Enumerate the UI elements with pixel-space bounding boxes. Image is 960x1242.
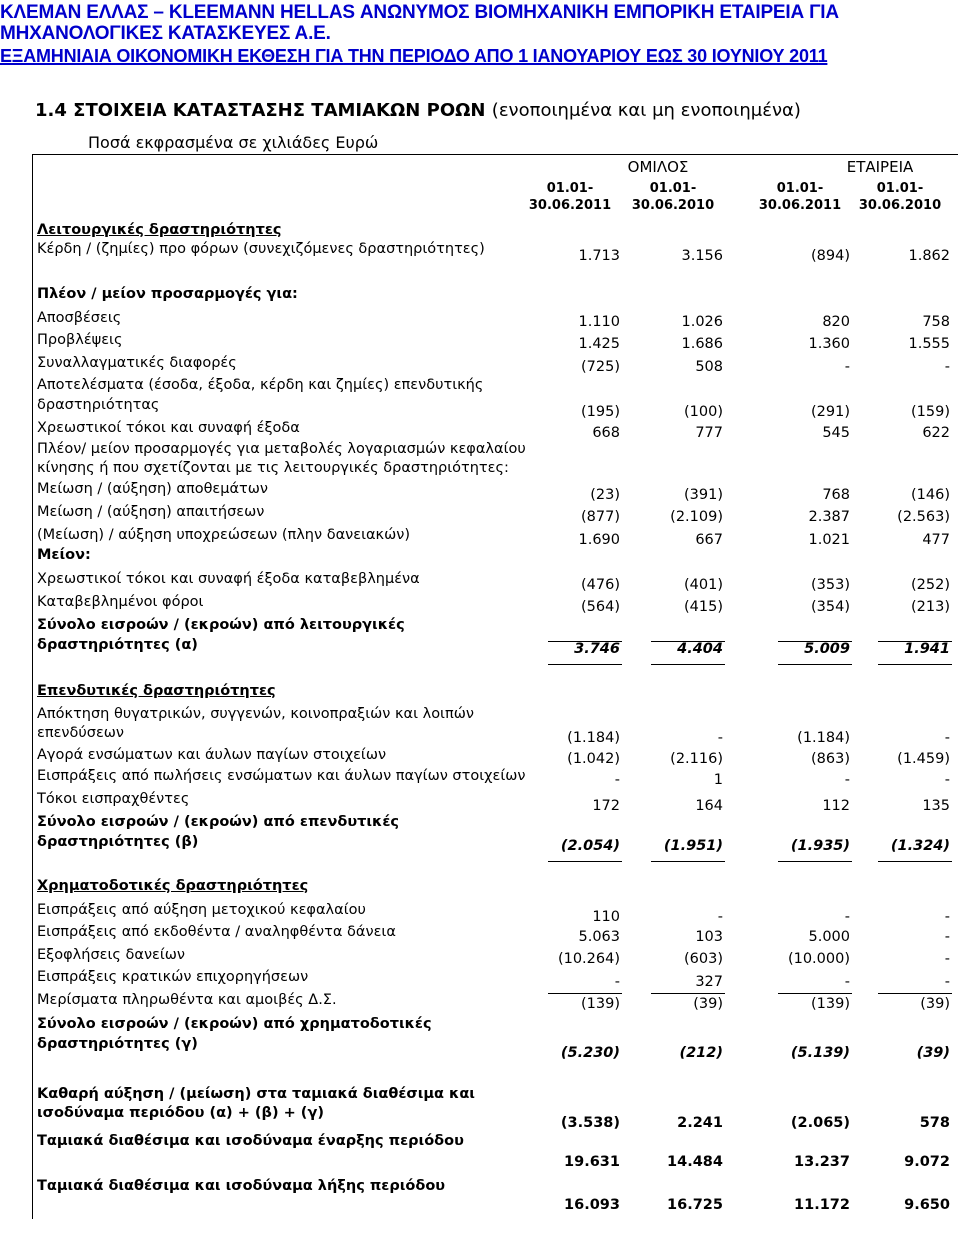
row-value-col4: (2.563) <box>897 509 950 525</box>
period-header-start: 01.01- <box>546 181 594 196</box>
row-value-col4: 622 <box>922 425 950 441</box>
row-label: Μείωση / (αύξηση) αποθεμάτων <box>37 481 269 497</box>
row-value-col1: (139) <box>581 996 620 1012</box>
row-value-col2: (212) <box>679 1045 723 1061</box>
row-value-col2: (2.109) <box>670 509 723 525</box>
row-value-col4: (146) <box>911 487 950 503</box>
row-label: Λειτουργικές δραστηριότητες <box>37 222 282 238</box>
row-value-col2: (391) <box>684 487 723 503</box>
row-value-col4: - <box>944 974 950 990</box>
row-value-col3: 545 <box>822 425 850 441</box>
row-value-col1: (1.184) <box>567 730 620 746</box>
row-value-col1: (23) <box>590 487 620 503</box>
row-value-col2: 1 <box>713 772 723 788</box>
row-value-col1: - <box>614 772 620 788</box>
period-header-4 <box>850 180 950 214</box>
row-value-col3: 1.360 <box>808 336 850 352</box>
row-value-col1: (3.538) <box>560 1115 620 1131</box>
row-value-col4: 9.072 <box>904 1154 950 1170</box>
row-value-col1: (564) <box>581 599 620 615</box>
row-value-col2: 777 <box>695 425 723 441</box>
row-value-col2: - <box>717 909 723 925</box>
row-value-col2: 1.686 <box>681 336 723 352</box>
row-value-col3: (1.184) <box>797 730 850 746</box>
row-label: Ταμιακά διαθέσιμα και ισοδύναμα λήξης περιόδου <box>37 1178 446 1194</box>
row-value-col4: 758 <box>922 314 950 330</box>
total-rule <box>878 861 952 862</box>
row-value-col2: 14.484 <box>667 1154 723 1170</box>
row-value-col2: 103 <box>695 929 723 945</box>
row-value-col3: - <box>844 772 850 788</box>
company-name-line1: ΚΛΕΜΑΝ ΕΛΛΑΣ – KLEEMANN HELLAS ΑΝΩΝΥΜΟΣ ΒΙΟΜΗΧΑΝΙΚΗ ΕΜΠΟΡΙΚΗ ΕΤΑΙΡΕΙΑ ΓΙΑ <box>0 2 839 23</box>
row-label: Αγορά ενσώματων και άυλων παγίων στοιχείων <box>37 747 387 763</box>
row-value-col1: 110 <box>592 909 620 925</box>
row-value-col4: 1.941 <box>904 641 950 657</box>
period-header-2 <box>623 180 723 214</box>
row-value-col2: 2.241 <box>677 1115 723 1131</box>
row-label: επενδύσεων <box>37 725 125 741</box>
row-value-col1: (2.054) <box>560 838 620 854</box>
section-title-sub: (ενοποιημένα και μη ενοποιημένα) <box>491 100 801 121</box>
row-value-col2: 1.026 <box>681 314 723 330</box>
row-value-col3: - <box>844 974 850 990</box>
row-value-col1: 172 <box>592 798 620 814</box>
row-value-col2: 327 <box>695 974 723 990</box>
row-value-col1: (725) <box>581 359 620 375</box>
report-title: ΕΞΑΜΗΝΙΑΙΑ ΟΙΚΟΝΟΜΙΚΗ ΕΚΘΕΣΗ ΓΙΑ ΤΗΝ ΠΕΡΙΟΔΟ ΑΠΟ 1 ΙΑΝΟΥΑΡΙΟΥ ΕΩΣ 30 ΙΟΥΝΙΟΥ 2011 <box>0 46 828 66</box>
row-label: Εισπράξεις από πωλήσεις ενσώματων και άυλων παγίων στοιχείων <box>37 768 526 784</box>
row-value-col4: (1.459) <box>897 751 950 767</box>
row-value-col3: (2.065) <box>790 1115 850 1131</box>
row-label: Κέρδη / (ζημίες) προ φόρων (συνεχιζόμενες δραστηριότητες) <box>37 241 485 257</box>
row-label: ισοδύναμα περιόδου (α) + (β) + (γ) <box>37 1105 324 1121</box>
subtotal-rule <box>878 993 952 994</box>
row-value-col4: (39) <box>920 996 950 1012</box>
row-value-col4: (213) <box>911 599 950 615</box>
row-value-col1: (195) <box>581 404 620 420</box>
period-header-end: 30.06.2010 <box>631 198 715 213</box>
period-header-start: 01.01- <box>649 181 697 196</box>
row-value-col4: (159) <box>911 404 950 420</box>
row-value-col3: (894) <box>811 248 850 264</box>
row-label: Επενδυτικές δραστηριότητες <box>37 683 276 699</box>
row-value-col1: 1.713 <box>578 248 620 264</box>
row-value-col1: 1.425 <box>578 336 620 352</box>
row-value-col3: - <box>844 359 850 375</box>
row-value-col1: 16.093 <box>564 1197 620 1213</box>
row-value-col2: (39) <box>693 996 723 1012</box>
row-value-col1: 668 <box>592 425 620 441</box>
row-value-col4: (252) <box>911 577 950 593</box>
row-value-col2: 4.404 <box>677 641 723 657</box>
row-value-col2: (415) <box>684 599 723 615</box>
row-label: κίνησης ή που σχετίζονται με τις λειτουργικές δραστηριότητες: <box>37 460 509 476</box>
row-label: δραστηριότητες (α) <box>37 637 198 653</box>
row-value-col1: - <box>614 974 620 990</box>
row-label: Σύνολο εισροών / (εκροών) από λειτουργικές <box>37 617 405 633</box>
row-value-col3: (1.935) <box>790 838 850 854</box>
row-label: Σύνολο εισροών / (εκροών) από επενδυτικές <box>37 814 399 830</box>
total-rule <box>548 861 622 862</box>
row-label: Προβλέψεις <box>37 332 123 348</box>
row-value-col4: - <box>944 730 950 746</box>
row-label: Τόκοι εισπραχθέντες <box>37 791 190 807</box>
period-header-start: 01.01- <box>776 181 824 196</box>
total-rule <box>778 664 852 665</box>
period-header-end: 30.06.2011 <box>758 198 842 213</box>
row-value-col3: (139) <box>811 996 850 1012</box>
row-label: Αποτελέσματα (έσοδα, έξοδα, κέρδη και ζημίες) επενδυτικής <box>37 377 484 393</box>
row-value-col2: (603) <box>684 951 723 967</box>
row-label: Πλέον / μείον προσαρμογές για: <box>37 286 298 302</box>
row-value-col3: (291) <box>811 404 850 420</box>
row-value-col4: 1.555 <box>908 336 950 352</box>
row-value-col3: 13.237 <box>794 1154 850 1170</box>
row-label: Εξοφλήσεις δανείων <box>37 947 186 963</box>
subtotal-rule <box>651 993 725 994</box>
row-value-col3: (863) <box>811 751 850 767</box>
total-rule <box>651 664 725 665</box>
row-label: (Μείωση) / αύξηση υποχρεώσεων (πλην δανειακών) <box>37 527 410 543</box>
row-label: Πλέον/ μείον προσαρμογές για μεταβολές λογαριασμών κεφαλαίου <box>37 441 526 457</box>
row-value-col1: (10.264) <box>557 951 620 967</box>
row-label: δραστηριότητες (γ) <box>37 1036 198 1052</box>
row-value-col1: (5.230) <box>560 1045 620 1061</box>
row-value-col4: 9.650 <box>904 1197 950 1213</box>
row-value-col2: 16.725 <box>667 1197 723 1213</box>
row-label: Καθαρή αύξηση / (μείωση) στα ταμιακά διαθέσιμα και <box>37 1086 475 1102</box>
row-label: Χρηματοδοτικές δραστηριότητες <box>37 878 309 894</box>
row-value-col1: (877) <box>581 509 620 525</box>
row-value-col4: 578 <box>919 1115 950 1131</box>
row-value-col4: - <box>944 929 950 945</box>
row-value-col4: - <box>944 359 950 375</box>
row-label: Συναλλαγματικές διαφορές <box>37 355 237 371</box>
row-label: Σύνολο εισροών / (εκροών) από χρηματοδοτικές <box>37 1016 432 1032</box>
row-value-col3: (353) <box>811 577 850 593</box>
row-value-col2: (2.116) <box>670 751 723 767</box>
row-label: Μείον: <box>37 547 91 563</box>
row-label: Εισπράξεις κρατικών επιχορηγήσεων <box>37 969 309 985</box>
row-value-col2: 508 <box>695 359 723 375</box>
row-value-col2: 164 <box>695 798 723 814</box>
row-value-col4: 135 <box>922 798 950 814</box>
row-value-col3: 1.021 <box>808 532 850 548</box>
row-label: Καταβεβλημένοι φόροι <box>37 594 204 610</box>
row-value-col2: (100) <box>684 404 723 420</box>
period-header-1 <box>520 180 620 214</box>
period-header-start: 01.01- <box>876 181 924 196</box>
row-value-col4: (39) <box>916 1045 950 1061</box>
row-value-col3: 820 <box>822 314 850 330</box>
row-value-col4: - <box>944 772 950 788</box>
row-value-col4: 477 <box>922 532 950 548</box>
row-value-col1: 1.690 <box>578 532 620 548</box>
subtotal-rule <box>548 993 622 994</box>
row-label: Χρεωστικοί τόκοι και συναφή έξοδα <box>37 420 300 436</box>
row-value-col4: (1.324) <box>890 838 950 854</box>
total-rule <box>548 664 622 665</box>
row-label: Χρεωστικοί τόκοι και συναφή έξοδα καταβεβλημένα <box>37 571 420 587</box>
amounts-note: Ποσά εκφρασμένα σε χιλιάδες Ευρώ <box>88 133 379 152</box>
row-value-col3: (354) <box>811 599 850 615</box>
row-value-col2: 3.156 <box>681 248 723 264</box>
row-label: Ταμιακά διαθέσιμα και ισοδύναμα έναρξης περιόδου <box>37 1133 464 1149</box>
group-header-omilos: ΟΜΙΛΟΣ <box>627 158 689 176</box>
row-value-col1: 3.746 <box>574 641 620 657</box>
row-label: Εισπράξεις από εκδοθέντα / αναληφθέντα δάνεια <box>37 924 396 940</box>
group-header-etaireia: ΕΤΑΙΡΕΙΑ <box>846 158 914 176</box>
row-value-col3: 768 <box>822 487 850 503</box>
row-value-col3: 112 <box>822 798 850 814</box>
row-value-col1: (1.042) <box>567 751 620 767</box>
period-header-end: 30.06.2011 <box>528 198 612 213</box>
row-value-col3: 11.172 <box>794 1197 850 1213</box>
company-name-line2: ΜΗΧΑΝΟΛΟΓΙΚΕΣ ΚΑΤΑΣΚΕΥΕΣ Α.Ε. <box>0 23 331 44</box>
period-header-3 <box>750 180 850 214</box>
subtotal-rule <box>778 993 852 994</box>
row-label: Αποσβέσεις <box>37 310 122 326</box>
row-value-col3: 2.387 <box>808 509 850 525</box>
row-value-col4: - <box>944 909 950 925</box>
row-value-col3: 5.009 <box>804 641 850 657</box>
section-title-main: 1.4 ΣΤΟΙΧΕΙΑ ΚΑΤΑΣΤΑΣΗΣ ΤΑΜΙΑΚΩΝ ΡΟΩΝ <box>35 100 486 121</box>
section-title <box>35 100 801 121</box>
total-rule <box>878 664 952 665</box>
row-value-col2: 667 <box>695 532 723 548</box>
period-header-end: 30.06.2010 <box>858 198 942 213</box>
row-label: δραστηριότητες (β) <box>37 834 199 850</box>
row-label: Απόκτηση θυγατρικών, συγγενών, κοινοπραξιών και λοιπών <box>37 706 474 722</box>
row-value-col1: 19.631 <box>564 1154 620 1170</box>
row-value-col2: (1.951) <box>663 838 723 854</box>
row-value-col2: - <box>717 730 723 746</box>
row-value-col4: - <box>944 951 950 967</box>
total-rule <box>651 861 725 862</box>
row-value-col3: (10.000) <box>787 951 850 967</box>
row-label: Μείωση / (αύξηση) απαιτήσεων <box>37 504 265 520</box>
row-value-col4: 1.862 <box>908 248 950 264</box>
row-value-col3: 5.000 <box>808 929 850 945</box>
row-value-col3: (5.139) <box>790 1045 850 1061</box>
row-label: Μερίσματα πληρωθέντα και αμοιβές Δ.Σ. <box>37 992 337 1008</box>
row-value-col3: - <box>844 909 850 925</box>
total-rule <box>778 861 852 862</box>
row-value-col1: 1.110 <box>578 314 620 330</box>
row-label: δραστηριότητας <box>37 397 160 413</box>
row-value-col2: (401) <box>684 577 723 593</box>
row-value-col1: 5.063 <box>578 929 620 945</box>
row-value-col1: (476) <box>581 577 620 593</box>
row-label: Εισπράξεις από αύξηση μετοχικού κεφαλαίου <box>37 902 366 918</box>
